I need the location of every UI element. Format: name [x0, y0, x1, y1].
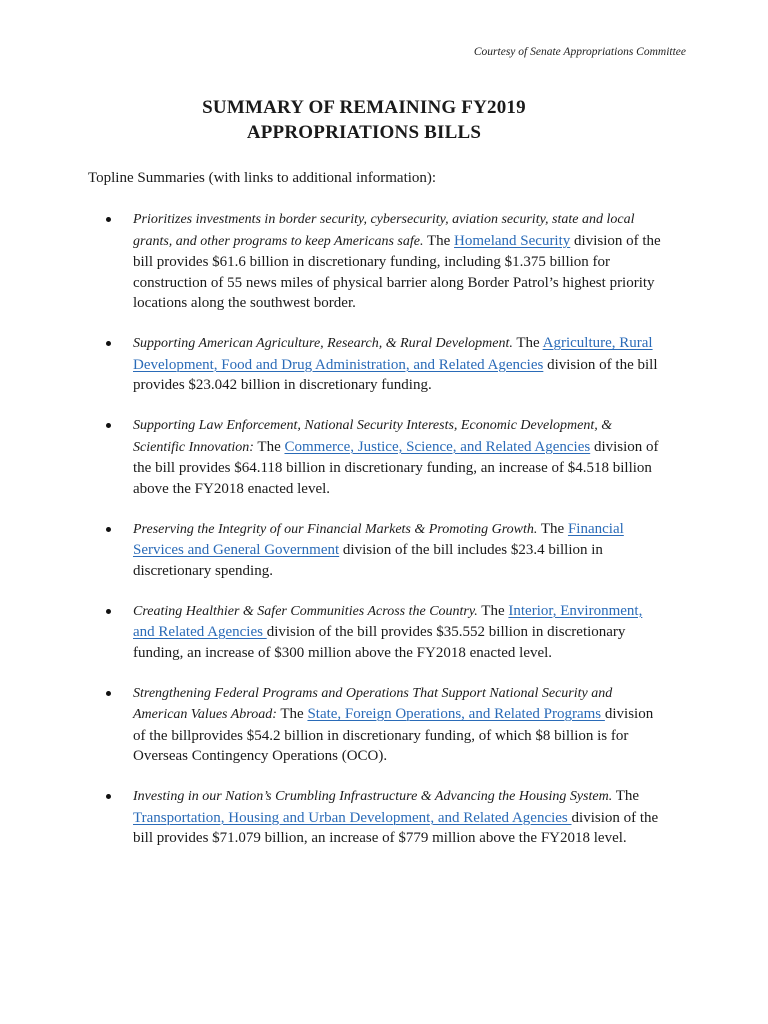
list-item	[0, 333, 663, 396]
courtesy-note: Courtesy of Senate Appropriations Committee	[473, 46, 686, 58]
bullet-icon	[106, 341, 111, 346]
list-item	[0, 209, 663, 314]
bullet-text: The	[253, 438, 285, 455]
bullet-text: division of the bill provides $23.042 billion in discretionary funding.	[133, 356, 658, 393]
bullet-text: The	[612, 788, 640, 804]
title-line-2: APPROPRIATIONS BILLS	[246, 122, 482, 143]
intro-text: Topline Summaries (with links to additional information):	[88, 170, 437, 186]
summary-list	[0, 209, 768, 868]
bullet-icon	[106, 794, 111, 799]
bullet-icon	[106, 691, 111, 696]
list-item	[0, 683, 663, 767]
financial-services-link[interactable]: Financial Services and General Government	[133, 520, 624, 558]
list-item	[0, 519, 663, 582]
bullet-lead: Creating Healthier & Safer Communities Across the Country.	[133, 603, 478, 619]
bullet-lead: Preserving the Integrity of our Financial Markets & Promoting Growth.	[133, 521, 538, 537]
list-item	[0, 601, 663, 664]
bullet-text: division of the billprovides $54.2 billion in discretionary funding, of which $8 billion is for Overseas Contingency Operations (OCO).	[133, 706, 654, 764]
bullet-icon	[106, 217, 111, 222]
title-line-1: SUMMARY OF REMAINING FY2019	[202, 97, 526, 118]
bullet-text: division of the bill includes $23.4 billion in discretionary spending.	[133, 542, 603, 579]
page-title	[0, 95, 728, 145]
list-item	[0, 786, 663, 849]
bullet-lead: Supporting American Agriculture, Research, & Rural Development.	[133, 336, 513, 351]
homeland-security-link[interactable]: Homeland Security	[454, 232, 571, 249]
bullet-text: The	[537, 520, 568, 537]
bullet-icon	[106, 609, 111, 614]
bullet-text: The	[423, 232, 455, 249]
bullet-text: division of the bill provides $35.552 billion in discretionary funding, an increase of $300 million above the FY2018 enacted level.	[133, 624, 626, 661]
bullet-lead: Strengthening Federal Programs and Operations That Support National Security and American Values Abroad:	[133, 685, 613, 722]
bullet-text: division of the bill provides $61.6 billion in discretionary funding, including $1.375 billion for construction of 55 news miles of physical barrier along Border Patrol’s highest priority locations along the southwest border.	[133, 232, 661, 311]
bullet-icon	[106, 423, 111, 428]
bullet-lead: Supporting Law Enforcement, National Security Interests, Economic Development, & Scientific Innovation:	[133, 418, 613, 455]
interior-environment-link[interactable]: Interior, Environment, and Related Agencies	[133, 602, 643, 640]
bullet-text: division of the bill provides $64.118 billion in discretionary funding, an increase of $4.518 billion above the FY2018 enacted level.	[133, 438, 659, 497]
agriculture-link[interactable]: Agriculture, Rural Development, Food and Drug Administration, and Related Agencies	[133, 335, 653, 373]
bullet-lead: Prioritizes investments in border security, cybersecurity, aviation security, state and local grants, and other programs to keep Americans safe.	[133, 212, 635, 249]
list-item	[0, 415, 663, 499]
bullet-text: The	[276, 706, 308, 722]
bullet-text: division of the bill provides $71.079 billion, an increase of $779 million above the FY2018 level.	[133, 809, 659, 846]
transportation-housing-link[interactable]: Transportation, Housing and Urban Development, and Related Agencies	[133, 809, 572, 826]
commerce-justice-science-link[interactable]: Commerce, Justice, Science, and Related Agencies	[284, 438, 591, 455]
bullet-text: The	[477, 602, 509, 619]
bullet-lead: Investing in our Nation’s Crumbling Infrastructure & Advancing the Housing System.	[133, 789, 613, 804]
bullet-icon	[106, 527, 111, 532]
state-foreign-operations-link[interactable]: State, Foreign Operations, and Related Programs	[307, 706, 605, 722]
bullet-text: The	[512, 335, 543, 351]
